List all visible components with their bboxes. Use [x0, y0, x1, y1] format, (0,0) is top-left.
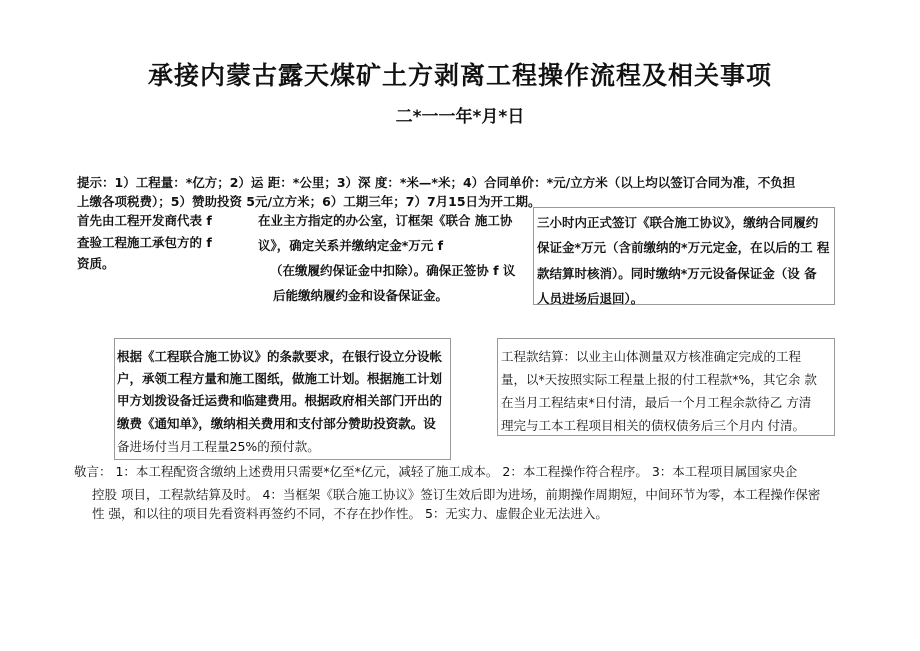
text-line: 后能缴纳履约金和设备保证金。	[273, 288, 449, 303]
text-line: 查验工程施工承包方的 f	[77, 235, 212, 250]
document-date: 二*一一年*月*日	[395, 107, 525, 127]
text-line: 首先由工程开发商代表 f	[77, 213, 212, 228]
text-line: 保证金*万元（含前缴纳的*万元定金，在以后的工 程	[537, 240, 830, 255]
notes-line: 控股 项目，工程款结算及时。 4：当框架《联合施工协议》签订生效后即为进场，前期操作周期短，中间环节为零，本工程操作保密	[92, 487, 821, 502]
text-line: 缴费《通知单》，缴纳相关费用和支付部分赞助投资款。设	[117, 416, 436, 431]
text-line: （在缴履约保证金中扣除）。确保正签协 f 议	[270, 263, 516, 278]
notes-line: 敬言： 1：本工程配资含缴纳上述费用只需要*亿至*亿元，减轻了施工成本。 2：本工程操作符合程序。 3：本工程项目属国家央企	[74, 464, 798, 479]
text-line: 人员进场后退回）。	[537, 291, 644, 306]
text-line: 在当月工程结束*日付清，最后一个月工程余款待乙 方清	[501, 395, 812, 410]
notes-line: 性 强，和以往的项目先看资料再签约不同，不存在抄作性。 5：无实力、虚假企业无法进入。	[92, 506, 608, 521]
text-line: 量，以*天按照实际工程量上报的付工程款*%，其它余 款	[501, 372, 817, 387]
text-line: 户，承领工程方量和施工图纸，做施工计划。根据施工计划	[117, 371, 443, 386]
text-line: 理完与工本工程项目相关的债权债务后三个月内 付清。	[501, 418, 805, 433]
step-4-box	[114, 338, 451, 460]
text-line: 工程款结算：以业主山体测量双方核准确定完成的工程	[501, 349, 802, 364]
text-line: 款结算时核消）。同时缴纳*万元设备保证金（设 备	[537, 266, 817, 281]
step-3-box	[533, 207, 835, 305]
text-line: 根据《工程联合施工协议》的条款要求，在银行设立分设帐	[117, 349, 443, 364]
text-line: 备进场付当月工程量25%的预付款。	[117, 439, 320, 454]
text-line: 三小时内正式签订《联合施工协议》，缴纳合同履约	[537, 215, 819, 230]
text-line: 在业主方指定的办公室，订框架《联合 施工协	[258, 213, 513, 228]
text-line: 甲方划拨设备迁运费和临建费用。根据政府相关部门开出的	[117, 393, 443, 408]
text-line: 议》，确定关系并缴纳定金*万元 f	[258, 238, 444, 253]
step-5-box	[497, 338, 835, 436]
document-title: 承接内蒙古露天煤矿土方剥离工程操作流程及相关事项	[147, 61, 772, 90]
tips-line: 上缴各项税费）；5）赞助投资 5元/立方米；6）工期三年；7）7月15日为开工期。	[77, 194, 541, 209]
text-line: 资质。	[77, 256, 115, 271]
tips-line: 提示：1）工程量：*亿方；2）运 距：*公里；3）深 度：*米—*米；4）合同单价：*元/立方米（以上均以签订合同为准，不负担	[77, 175, 796, 190]
